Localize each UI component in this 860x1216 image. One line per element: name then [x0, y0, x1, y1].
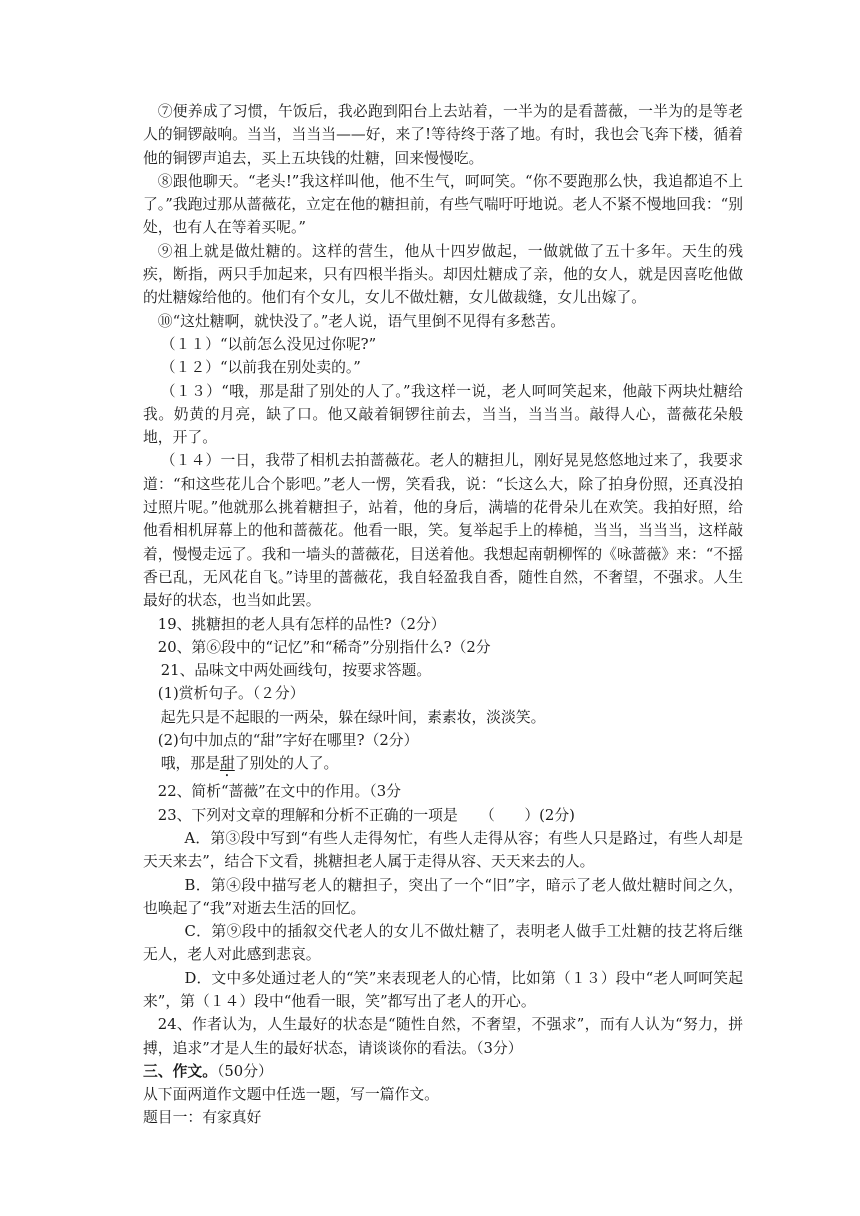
option-b: B．第④段中描写老人的糖担子，突出了一个“旧”字，暗示了老人做灶糖时间之久，也唤起了“我”对逝去生活的回忆。 [143, 876, 743, 917]
dotted-word-tian: 甜 [219, 755, 235, 773]
paragraph-10: ⑩“这灶糖啊，就快没了。”老人说，语气里倒不见得有多愁苦。 [157, 312, 566, 330]
paragraph-7: ⑦便养成了习惯，午饭后，我必跑到阳台上去站着，一半为的是看蔷薇，一半为的是等老人的铜锣敲响。当当，当当当——好，来了!等待终于落了地。有时，我也会飞奔下楼，循着他的铜锣声追去，买上五块钱的灶糖，回来慢慢吃。 [143, 103, 743, 167]
composition-heading-line [143, 1060, 743, 1083]
question-21-part-2: (2)句中加点的“甜”字好在哪里?（2分） [157, 732, 419, 750]
option-a: A．第③段中写到“有些人走得匆忙，有些人走得从容；有些人只是路过，有些人却是天天来去”，结合下文看，挑糖担老人属于走得从容、天天来去的人。 [143, 829, 743, 871]
paragraph-14: （１４）一日，我带了相机去拍蔷薇花。老人的糖担儿，刚好晃晃悠悠地过来了，我要求道：“和这些花儿合个影吧。”老人一愣，笑看我，说：“长这么大，除了拍身份照，还真没拍过照片呢。”他就那么挑着糖担子，站着，他的身后，满墙的花骨朵儿在欢笑。我拍好照，给他看相机屏幕上的他和蔷薇花。他看一眼，笑。复举起手上的棒槌，当当，当当当，这样敲着，慢慢走远了。我和一墙头的蔷薇花，目送着他。我想起南朝柳恽的《咏蔷薇》来：“不摇香已乱，无风花自飞。”诗里的蔷薇花，我自轻盈我自香，随性自然，不奢望，不强求。人生最好的状态，也当如此罢。 [143, 452, 743, 610]
composition-score: （50分） [217, 1062, 273, 1080]
document-body [143, 100, 743, 1130]
question-21-sentence-2 [143, 752, 743, 780]
question-21-part-1: (1)赏析句子。（２分） [157, 685, 305, 703]
question-21: 21、品味文中两处画线句，按要求答题。 [160, 662, 432, 680]
option-d: D．文中多处通过老人的“笑”来表现老人的心情，比如第（１３）段中“老人呵呵笑起来”，第（１４）段中“他看一眼，笑”都写出了老人的开心。 [143, 969, 743, 1010]
composition-heading: 三、作文。 [143, 1062, 217, 1080]
paragraph-13: （１３）“哦，那是甜了别处的人了。”我这样一说，老人呵呵笑起来，他敲下两块灶糖给我。奶黄的月亮，缺了口。他又敲着铜锣往前去，当当，当当当。敲得人心，蔷薇花朵般地，开了。 [143, 382, 743, 447]
paragraph-11: （１１）“以前怎么没见过你呢?” [160, 335, 377, 353]
option-c: C．第⑨段中的插叙交代老人的女儿不做灶糖了，表明老人做手工灶糖的技艺将后继无人，老人对此感到悲哀。 [143, 923, 743, 964]
composition-topic-1: 题目一：有家真好 [143, 1109, 262, 1127]
question-22: 22、简析“蔷薇”在文中的作用。（3分 [157, 783, 401, 801]
composition-instruction: 从下面两道作文题中任选一题，写一篇作文。 [143, 1086, 439, 1104]
question-19: 19、挑糖担的老人具有怎样的品性?（2分） [157, 615, 446, 633]
question-24: 24、作者认为，人生最好的状态是“随性自然，不奢望，不强求”，而有人认为“努力，拼搏，追求”才是人生的最好状态，请谈谈你的看法。（3分） [143, 1016, 743, 1057]
paragraph-12: （１２）“以前我在别处卖的。” [160, 359, 361, 377]
question-23: 23、下列对文章的理解和分析不正确的一项是 （ ）(2分) [157, 806, 575, 824]
sentence-2-before: 哦，那是 [160, 755, 220, 773]
sentence-2-after: 了别处的人了。 [234, 755, 339, 773]
paragraph-8: ⑧跟他聊天。“老头!”我这样叫他，他不生气，呵呵笑。“你不要跑那么快，我追都追不上了。”我跑过那从蔷薇花，立定在他的糖担前，有些气喘吁吁地说。老人不紧不慢地回我：“别处，也有人在等着买呢。” [143, 172, 743, 237]
question-21-sentence-1: 起先只是不起眼的一两朵，躲在绿叶间，素素妆，淡淡笑。 [160, 708, 546, 726]
paragraph-9: ⑨祖上就是做灶糖的。这样的营生，他从十四岁做起，一做就做了五十多年。天生的残疾，断指，两只手加起来，只有四根半指头。却因灶糖成了亲，他的女人，就是因喜吃他做的灶糖嫁给他的。他们有个女儿，女儿不做灶糖，女儿做裁缝，女儿出嫁了。 [143, 242, 743, 307]
question-20: 20、第⑥段中的“记忆”和“稀奇”分别指什么?（2分 [157, 638, 491, 656]
